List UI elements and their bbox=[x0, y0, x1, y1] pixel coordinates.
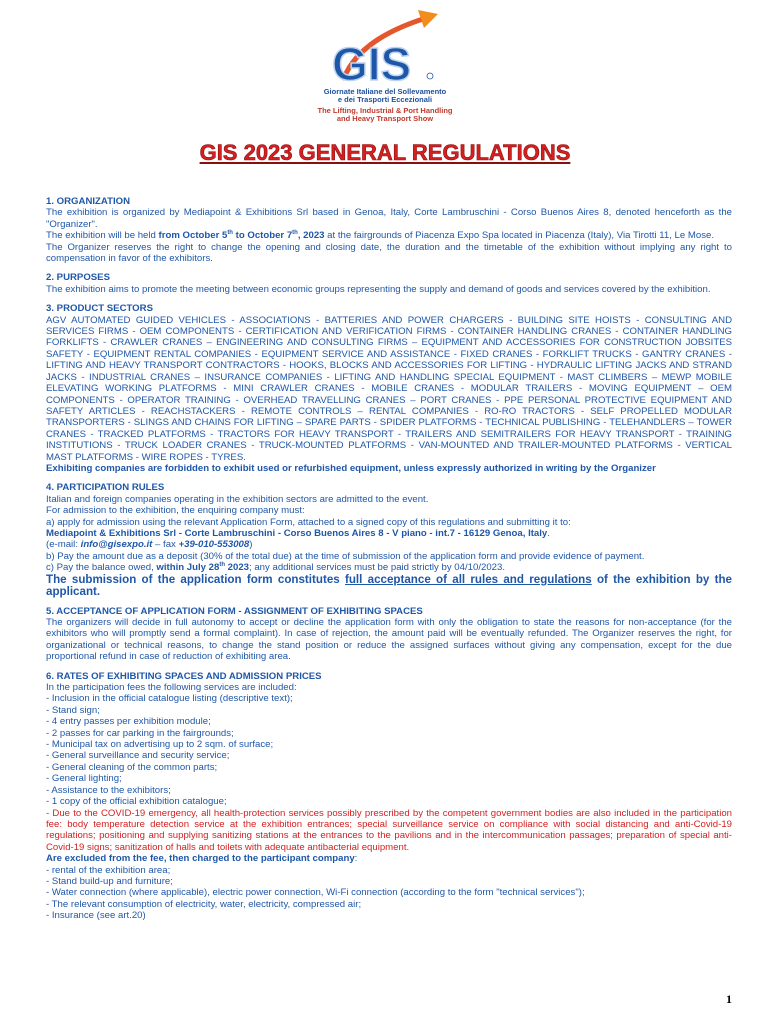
section-product-sectors bbox=[46, 303, 732, 474]
list-item: - Stand build-up and furniture; bbox=[46, 875, 173, 887]
logo-tagline-2: e dei Trasporti Eccezionali bbox=[337, 95, 433, 104]
logo-tagline-3: The Lifting, Industrial & Port Handling bbox=[317, 106, 453, 115]
superscript: th bbox=[227, 230, 233, 237]
text-run: c) Pay the balance owed, bbox=[46, 562, 157, 574]
section-heading: 6. RATES OF EXHIBITING SPACES AND ADMISSION PRICES bbox=[46, 670, 322, 682]
text-run: The exhibition will be held bbox=[46, 230, 159, 242]
section-purposes bbox=[46, 272, 732, 295]
paragraph-emphasis bbox=[46, 574, 732, 598]
text-run: at the fairgrounds of Piacenza Expo Spa located in Piacenza (Italy), Via Tirotti 11, Le Mose. bbox=[324, 230, 714, 242]
list-item: - The relevant consumption of electricity, water, electricity, compressed air; bbox=[46, 898, 362, 910]
section-heading: 5. ACCEPTANCE OF APPLICATION FORM - ASSIGNMENT OF EXHIBITING SPACES bbox=[46, 605, 423, 617]
list-item: - Insurance (see art.20) bbox=[46, 910, 146, 922]
list-item: - General lighting; bbox=[46, 773, 122, 785]
paragraph: The organizers will decide in full autonomy to accept or decline the application form with only the obligation to state the reasons for non-acceptance (for the exhibitors who will promptly send a formal complaint). In case of rejection, the amount paid will be eventually refunded. The Organizer reserves the right, for organizational or technical reasons, to change the stand position or reduce the assigned surfaces without giving any compensation, except for the due proportional refund in case of reduction of exhibiting area. bbox=[46, 617, 732, 663]
superscript: th bbox=[292, 230, 298, 237]
list-item: - Stand sign; bbox=[46, 704, 100, 716]
section-heading: 3. PRODUCT SECTORS bbox=[46, 303, 153, 315]
paragraph: AGV AUTOMATED GUIDED VEHICLES - ASSOCIATIONS - BATTERIES AND POWER CHARGERS - BUILDING SITE HOISTS - CONSULTING AND SERVICES FIRMS - OEM COMPONENTS - CERTIFICATION AND VERIFICATION FIRMS - CONTAINER HANDLING CRANES - CONTAINER HANDLING FORKLIFTS - CRAWLER CRANES – ENGINEERING AND CONSULTING FIRMS – EQUIPMENT AND ACCESSORIES FOR CONSTRUCTION JOBSITES SAFETY - EQUIPMENT RENTAL COMPANIES - EQUIPMENT SERVICE AND ASSISTANCE - FIXED CRANES - FORKLIFT TRUCKS - GANTRY CRANES - LIFTING AND HEAVY TRANSPORT CONTRACTORS - HOOKS, BLOCKS AND ACCESSORIES FOR LIFTING - HYDRAULIC LIFTING JACKS AND STRAND JACKS - INDUSTRIAL CRANES – INSURANCE COMPANIES - LIFTING AND HANDLING SPECIAL EQUIPMENT - MAST CLIMBERS – MEWP MOBILE ELEVATING WORKING PLATFORMS - MINI CRAWLER CRANES - MOBILE CRANES - MODULAR TRAILERS - MOVING EQUIPMENT – OEM COMPONENTS - OPERATOR TRAINING - OVERHEAD TRAVELLING CRANES – PORT CRANES - PPE PERSONAL PROTECTIVE EQUIPMENT AND SAFETY ARTICLES - REACHSTACKERS - REMOTE CONTROLS – RENTAL COMPANIES - RO-RO TRACTORS - SELF PROPELLED MODULAR TRANSPORTERS - SLINGS AND CHAINS FOR LIFTING – SPARE PARTS - SPIDER PLATFORMS - TECHNICAL PUBLISHING - TELEHANDLERS – TOWER CRANES - TRACKED PLATFORMS - TRACTORS FOR HEAVY TRANSPORT - TRAILERS AND SEMITRAILERS FOR HEAVY TRANSPORT - TRAINING INSTITUTIONS - TRUCK LOADER CRANES - TRUCK-MOUNTED PLATFORMS - VAN-MOUNTED AND TRAILER-MOUNTED PLATFORMS - VERTICAL MAST PLATFORMS - WIRE ROPES - TYRES. bbox=[46, 314, 732, 463]
paragraph: For admission to the exhibition, the enquiring company must: bbox=[46, 505, 305, 517]
organizer-address: Mediapoint & Exhibitions Srl - Corte Lambruschini - Corso Buenos Aires 8 - V piano - int.7 - 16129 Genoa, Italy bbox=[46, 527, 548, 539]
section-participation-rules bbox=[46, 482, 732, 597]
paragraph: Italian and foreign companies operating in the exhibition sectors are admitted to the event. bbox=[46, 493, 429, 505]
document-title: GIS 2023 GENERAL REGULATIONS bbox=[199, 140, 571, 165]
text-run: – fax bbox=[152, 539, 179, 551]
list-item: - General surveillance and security service; bbox=[46, 750, 230, 762]
logo-tagline-1: Giornate Italiane del Sollevamento bbox=[323, 87, 447, 96]
list-item: - Municipal tax on advertising up to 2 sqm. of surface; bbox=[46, 739, 274, 751]
list-item: - rental of the exhibition area; bbox=[46, 864, 171, 876]
paragraph bbox=[46, 230, 732, 241]
paragraph: b) Pay the amount due as a deposit (30% of the total due) at the time of submission of the application form and provide evidence of payment. bbox=[46, 550, 645, 562]
text-run: of the exhibition by the applicant. bbox=[46, 572, 733, 598]
text-run: ) bbox=[249, 539, 253, 551]
list-item: - Assistance to the exhibitors; bbox=[46, 784, 171, 796]
paragraph bbox=[46, 528, 732, 539]
document-body bbox=[46, 196, 732, 930]
section-heading: 1. ORGANIZATION bbox=[46, 196, 131, 207]
list-item: - 2 passes for car parking in the fairgrounds; bbox=[46, 727, 234, 739]
section-heading: 4. PARTICIPATION RULES bbox=[46, 482, 165, 494]
text-run: ; any additional services must be paid strictly by 04/10/2023. bbox=[249, 562, 505, 574]
text-run: , 2023 bbox=[297, 230, 325, 242]
text-run: 2023 bbox=[225, 562, 250, 574]
list-item: - General cleaning of the common parts; bbox=[46, 761, 218, 773]
list-item: - 4 entry passes per exhibition module; bbox=[46, 716, 211, 728]
text-run: (e-mail: bbox=[46, 539, 81, 551]
superscript: th bbox=[219, 562, 225, 568]
section-organization bbox=[46, 196, 732, 264]
fax-number: +39-010-553008 bbox=[178, 539, 250, 551]
text-run: . bbox=[547, 527, 550, 539]
text-run: to October 7 bbox=[232, 230, 293, 242]
paragraph: a) apply for admission using the relevant Application Form, attached to a signed copy of this regulations and submitting it to: bbox=[46, 516, 571, 528]
paragraph-bold: Exhibiting companies are forbidden to exhibit used or refurbished equipment, unless expressly authorized in writing by the Organizer bbox=[46, 462, 656, 474]
paragraph: The exhibition is organized by Mediapoint & Exhibitions Srl based in Genoa, Italy, Corte Lambruschini - Corso Buenos Aires 8, denoted henceforth as the "Organizer". bbox=[46, 207, 732, 230]
section-rates bbox=[46, 671, 732, 922]
text-run-underlined: full acceptance of all rules and regulations bbox=[344, 572, 592, 586]
text-run: within July 28 bbox=[156, 562, 220, 574]
list-item: - Water connection (where applicable), electric power connection, Wi-Fi connection (according to the form "technical services"); bbox=[46, 887, 585, 899]
text-run: from October 5 bbox=[158, 230, 228, 242]
logo-tagline-4: and Heavy Transport Show bbox=[336, 114, 434, 123]
paragraph bbox=[46, 539, 732, 550]
list-item: - 1 copy of the official exhibition catalogue; bbox=[46, 796, 227, 808]
svg-text:GIS: GIS bbox=[332, 38, 412, 86]
gis-logo-icon bbox=[326, 8, 444, 86]
text-run: : bbox=[354, 853, 358, 865]
section-heading: 2. PURPOSES bbox=[46, 272, 110, 284]
email-link[interactable]: info@gisexpo.it bbox=[80, 539, 153, 551]
section-acceptance bbox=[46, 606, 732, 663]
paragraph: The exhibition aims to promote the meeting between economic groups representing the supply and demand of goods and services covered by the exhibition. bbox=[46, 283, 711, 295]
gis-logo bbox=[300, 8, 470, 123]
paragraph: The Organizer reserves the right to change the opening and closing date, the duration and the timetable of the exhibition without implying any right to compensation in favor of the exhibitors. bbox=[46, 241, 732, 265]
list-item: - Inclusion in the official catalogue listing (descriptive text); bbox=[46, 693, 293, 705]
page-number: 1 bbox=[726, 992, 732, 1006]
text-run: The submission of the application form constitutes bbox=[46, 572, 345, 586]
paragraph: In the participation fees the following services are included: bbox=[46, 682, 297, 694]
covid-paragraph: - Due to the COVID-19 emergency, all health-protection services possibly prescribed by the competent government bodies are also included in the participation fee: body temperature detection service at the exhibition entrances; special surveillance service on compliance with social distancing and anti-Covid-19 regulations; positioning and supplying sanitizing stations at the entrances to the pavilions and in the intercommunication passages; preparation of special anti-Covid-19 signs; sanitization of halls and toilets with adequate antibacterial equipment. bbox=[46, 807, 732, 853]
excluded-heading: Are excluded from the fee, then charged to the participant company bbox=[46, 853, 355, 865]
paragraph bbox=[46, 853, 732, 864]
